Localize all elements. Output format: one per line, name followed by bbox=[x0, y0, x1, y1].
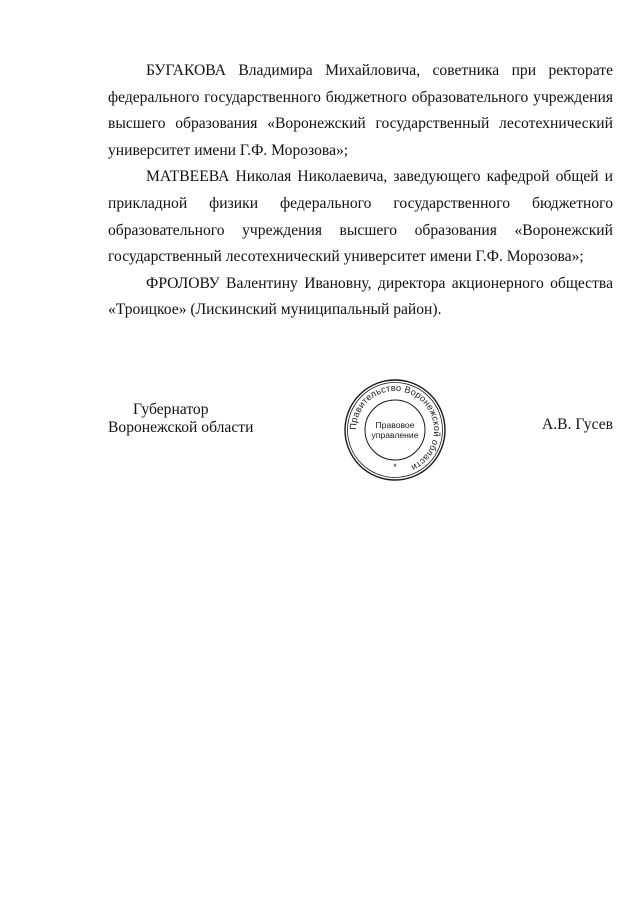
position-line-governor: Губернатор bbox=[133, 401, 209, 418]
position-line-region: Воронежской области bbox=[108, 419, 254, 436]
stamp-inner-line-2: управление bbox=[371, 430, 419, 440]
signatory-name: А.В. Гусев bbox=[542, 416, 613, 433]
stamp-graphic bbox=[343, 378, 447, 482]
award-list bbox=[108, 58, 613, 324]
stamp-outer-text: Правительство Воронежской области bbox=[347, 382, 443, 473]
official-stamp bbox=[343, 378, 447, 482]
stamp-inner-line-1: Правовое bbox=[375, 420, 415, 430]
stamp-star: * bbox=[393, 462, 397, 472]
paragraph-matveev: МАТВЕЕВА Николая Николаевича, заведующего кафедрой общей и прикладной физики федерального государственного бюджетного образовательного учреждения высшего образования «Воронежский государственный лесотехнический университет имени Г.Ф. Морозова»; bbox=[108, 168, 613, 266]
signatory-position bbox=[108, 401, 288, 437]
paragraph-bugakov: БУГАКОВА Владимира Михайловича, советника при ректорате федерального государственного бюджетного образовательного учреждения высшего образования «Воронежский государственный лесотехнический университет имени Г.Ф. Морозова»; bbox=[108, 62, 613, 159]
paragraph-frolova: ФРОЛОВУ Валентину Ивановну, директора акционерного общества «Троицкое» (Лискинский муниципальный район). bbox=[108, 274, 613, 319]
